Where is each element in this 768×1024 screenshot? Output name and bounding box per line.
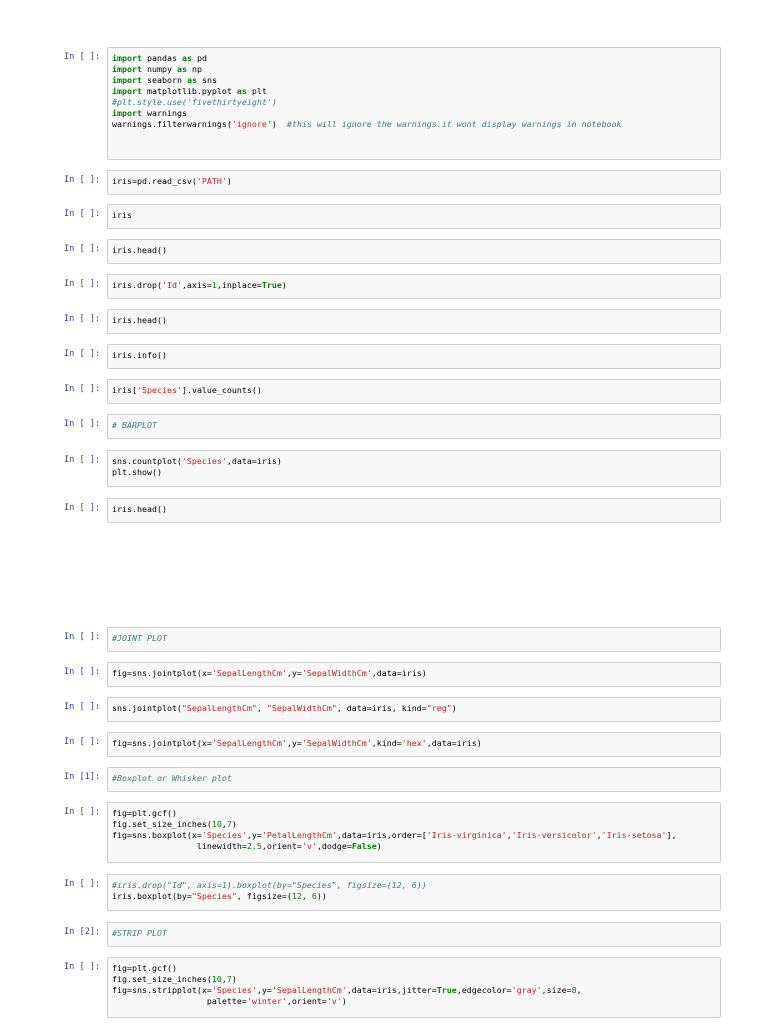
code-token: as [176,64,187,74]
code-text [112,315,720,326]
code-token: fig=sns.stripplot(x= [112,985,212,995]
code-token: iris.head() [112,315,167,325]
code-token: iris.head() [112,504,167,514]
code-token: 'hex' [401,738,427,748]
code-token: , [576,985,582,995]
code-input[interactable] [107,274,721,299]
code-token: warnings [141,108,187,118]
code-token: fig=sns.jointplot(x= [112,668,212,678]
code-line [112,830,720,841]
code-token: ,data=iris,order=[ [336,830,427,840]
code-token: ) [271,119,287,129]
code-token: 'Species' [181,456,227,466]
code-token: 'SepalWidthCm' [301,668,372,678]
code-text [112,53,720,152]
cell-prompt: In [ ]: [64,314,101,324]
cell-prompt: In [ ]: [64,503,101,513]
code-line [112,974,720,985]
code-input[interactable] [107,767,721,792]
code-token: 'v' [326,996,342,1006]
cell-prompt: In [ ]: [64,244,101,254]
code-token: pd [191,53,207,63]
code-token: 6 [311,891,317,901]
code-token: #JOINT PLOT [112,633,167,643]
code-token: False [351,841,377,851]
code-token: "reg" [426,703,452,713]
code-token: ,data=iris) [226,456,282,466]
code-input[interactable] [107,957,721,1018]
code-token: import [112,53,142,63]
code-token: ,y= [246,830,262,840]
code-token: , [596,830,602,840]
code-token: "SepalLengthCm" [181,703,257,713]
code-token: ) [376,841,382,851]
code-line [112,841,720,852]
code-token: np [186,64,202,74]
cell-prompt: In [ ]: [64,879,101,889]
code-token: 'Id' [161,280,182,290]
code-line [112,141,720,152]
code-token: 'Species' [211,985,257,995]
code-token: ,y= [256,985,272,995]
code-line [112,668,720,679]
code-input[interactable] [107,450,721,487]
code-token: 'SepalLengthCm' [211,668,287,678]
code-text [112,668,720,679]
code-token: ], [666,830,677,840]
code-token: ,edgecolor= [456,985,512,995]
code-text [112,280,720,291]
code-token: )) [316,891,327,901]
code-line [112,456,720,467]
code-token: iris.head() [112,245,167,255]
code-token: , [506,830,512,840]
code-token: iris.info() [112,350,167,360]
code-token: as [236,86,247,96]
code-token: ) [226,176,232,186]
code-token: 10 [211,819,222,829]
code-line [112,64,720,75]
code-input[interactable] [107,874,721,911]
code-text [112,703,720,714]
code-token: 7 [226,819,232,829]
code-token: 'Iris-setosa' [601,830,667,840]
code-input[interactable] [107,239,721,264]
code-token: sns [196,75,217,85]
code-token: as [181,53,192,63]
code-token: import [112,86,142,96]
code-line [112,53,720,64]
code-token: linewidth= [112,841,247,851]
code-line [112,210,720,221]
code-token: ,orient= [286,996,327,1006]
code-input[interactable] [107,802,721,863]
code-input[interactable] [107,922,721,947]
code-line [112,350,720,361]
code-token: ) [341,996,347,1006]
code-token: sns.jointplot( [112,703,182,713]
code-token: , data=iris, kind= [336,703,427,713]
code-token: , figsize=( [236,891,292,901]
code-input[interactable] [107,414,721,439]
code-text [112,633,720,644]
code-token: 'v' [301,841,317,851]
code-token: #this will ignore the warnings.it wont display warnings in notebook [286,119,622,129]
code-token: 'Iris-virginica' [426,830,507,840]
code-token: #plt.style.use('fivethirtyeight') [112,97,277,107]
code-token: 'SepalLengthCm' [271,985,347,995]
code-line [112,985,720,996]
code-line [112,245,720,256]
code-text [112,504,720,515]
code-token: 8 [571,985,577,995]
cell-prompt: In [1]: [64,772,101,782]
code-line [112,176,720,187]
code-token: ,size= [541,985,572,995]
cell-prompt: In [ ]: [64,349,101,359]
code-text [112,420,720,431]
code-line [112,928,720,939]
code-token: , [221,974,227,984]
code-line [112,467,720,478]
code-token: fig=sns.boxplot(x= [112,830,202,840]
code-input[interactable] [107,309,721,334]
code-token: palette= [112,996,247,1006]
cell-prompt: In [ ]: [64,807,101,817]
code-line [112,130,720,141]
code-text [112,880,720,902]
code-token: ,kind= [371,738,402,748]
code-input[interactable] [107,662,721,687]
code-line [112,633,720,644]
code-token: 'ignore' [231,119,272,129]
code-token: # BARPLOT [112,420,157,430]
code-token: 'PATH' [196,176,227,186]
code-token: , [221,819,227,829]
cell-prompt: In [ ]: [64,962,101,972]
cell-prompt: In [ ]: [64,632,101,642]
code-text [112,456,720,478]
code-token: ,axis= [181,280,212,290]
cell-prompt: In [ ]: [64,702,101,712]
code-line [112,315,720,326]
code-line [112,119,720,130]
code-line [112,963,720,974]
code-line [112,420,720,431]
code-token: ) [451,703,457,713]
code-token: fig.set_size_inches( [112,974,212,984]
cell-prompt: In [ ]: [64,175,101,185]
code-token: ) [231,819,237,829]
code-token: 'Species' [201,830,247,840]
code-text [112,808,720,852]
code-line [112,75,720,86]
code-token: #Boxplot or Whisker plot [112,773,232,783]
code-token: ,orient= [261,841,302,851]
cell-prompt: In [ ]: [64,667,101,677]
code-token: ,data=iris) [426,738,482,748]
cell-prompt: In [ ]: [64,209,101,219]
code-text [112,773,720,784]
code-input[interactable] [107,344,721,369]
code-token: warnings.filterwarnings( [112,119,232,129]
code-text [112,928,720,939]
code-token: plt.show() [112,467,162,477]
code-input[interactable] [107,47,721,160]
cell-prompt: In [ ]: [64,279,101,289]
code-token: import [112,64,142,74]
code-token: fig=plt.gcf() [112,808,177,818]
cell-prompt: In [2]: [64,927,101,937]
code-text [112,176,720,187]
cell-prompt: In [ ]: [64,737,101,747]
code-token: 'Species' [136,385,182,395]
code-input[interactable] [107,732,721,757]
code-token: matplotlib.pyplot [141,86,237,96]
code-token: True [261,280,282,290]
code-line [112,86,720,97]
code-line [112,280,720,291]
code-token: ,inplace= [216,280,262,290]
code-line [112,385,720,396]
code-input[interactable] [107,697,721,722]
code-line [112,808,720,819]
code-line [112,996,720,1007]
code-line [112,504,720,515]
code-token: fig.set_size_inches( [112,819,212,829]
code-token: 'gray' [511,985,542,995]
code-input[interactable] [107,627,721,652]
code-token: 10 [211,974,222,984]
code-input[interactable] [107,204,721,229]
code-token: ,y= [286,738,302,748]
code-text [112,245,720,256]
code-text [112,350,720,361]
code-token: as [186,75,197,85]
code-text [112,738,720,749]
code-text [112,210,720,221]
code-token: "SepalWidthCm" [266,703,337,713]
cell-prompt: In [ ]: [64,384,101,394]
code-token: iris[ [112,385,137,395]
code-token: ,y= [286,668,302,678]
code-token: iris.drop( [112,280,162,290]
code-input[interactable] [107,498,721,523]
code-token: 'PetalLengthCm' [261,830,337,840]
code-token: iris=pd.read_csv( [112,176,197,186]
code-token: import [112,108,142,118]
code-token: 'winter' [246,996,287,1006]
code-line [112,880,720,891]
code-line [112,738,720,749]
code-token: ) [281,280,287,290]
code-text [112,385,720,396]
code-token: plt [246,86,267,96]
code-token: ,dodge= [316,841,352,851]
code-token: 7 [226,974,232,984]
cell-prompt: In [ ]: [64,52,101,62]
code-token: import [112,75,142,85]
code-line [112,891,720,902]
code-token: 12 [291,891,302,901]
code-token: #STRIP PLOT [112,928,167,938]
code-token: ) [231,974,237,984]
code-token: numpy [141,64,177,74]
code-token: , [301,891,312,901]
code-token: 'Iris-versicolor' [511,830,597,840]
code-input[interactable] [107,170,721,195]
code-token: #iris.drop("Id", axis=1).boxplot(by="Species", figsize=(12, 6)) [112,880,427,890]
cell-prompt: In [ ]: [64,419,101,429]
code-token: pandas [141,53,182,63]
code-token: 'SepalLengthCm' [211,738,287,748]
code-token: ,data=iris,jitter= [346,985,437,995]
code-token: iris.boxplot(by= [112,891,192,901]
cell-prompt: In [ ]: [64,455,101,465]
code-line [112,108,720,119]
code-token: "Species" [191,891,237,901]
code-line [112,703,720,714]
code-token: True [436,985,457,995]
code-line [112,773,720,784]
code-token: , [256,703,267,713]
code-line [112,819,720,830]
code-token: fig=sns.jointplot(x= [112,738,212,748]
code-token: 'SepalWidthCm' [301,738,372,748]
code-token: sns.countplot( [112,456,182,466]
code-line [112,97,720,108]
code-token: ].value_counts() [181,385,262,395]
code-input[interactable] [107,379,721,404]
code-token: ,data=iris) [371,668,427,678]
code-token: iris [112,210,132,220]
code-text [112,963,720,1007]
code-token: fig=plt.gcf() [112,963,177,973]
code-token: seaborn [141,75,187,85]
code-token: 1 [211,280,217,290]
code-token: 2.5 [246,841,262,851]
